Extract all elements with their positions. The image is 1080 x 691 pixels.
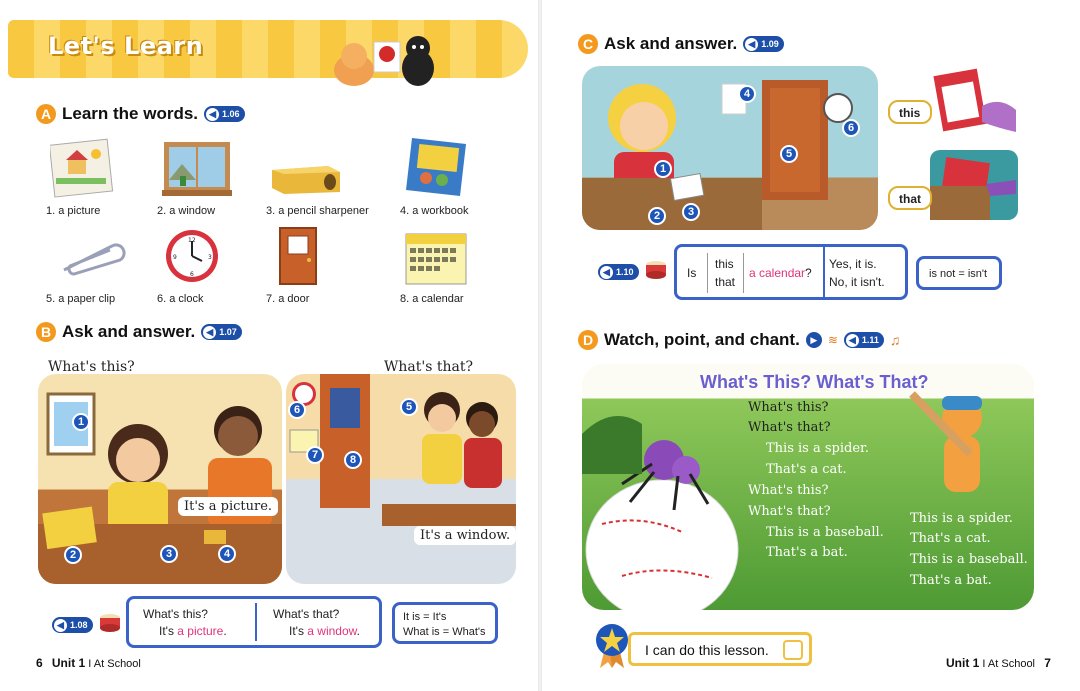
lets-learn-banner <box>8 20 528 78</box>
page-number-right: 7 <box>1044 656 1051 670</box>
scene-number-8: 8 <box>344 451 362 469</box>
section-c-heading <box>578 34 784 54</box>
chant-line-12: That's a bat. <box>910 573 992 588</box>
grammar-a1: It's a picture. <box>159 624 227 638</box>
scene-number-6: 6 <box>288 401 306 419</box>
unit-label-left: Unit 1 <box>51 656 86 670</box>
grammar-box-this-that <box>126 596 382 648</box>
section-a-title: Learn the words. <box>62 104 199 123</box>
audio-track-button[interactable] <box>52 617 93 633</box>
speech-bubble-its-a-picture: It's a picture. <box>178 497 278 516</box>
audio-track-code: 1.06 <box>222 109 240 119</box>
math-book-near-illustration <box>928 66 1018 138</box>
chant-line-3: This is a spider. <box>766 441 869 456</box>
grammar-no: No, it isn't. <box>829 275 885 289</box>
section-a-heading <box>36 104 245 124</box>
picture-illustration <box>50 138 114 198</box>
label-that: that <box>888 186 932 210</box>
contraction-what-is: What is = What's <box>403 626 486 638</box>
word-window: 2. a window <box>157 205 216 217</box>
word-workbook: 4. a workbook <box>400 205 469 217</box>
music-notes-icon: ♫ <box>889 332 901 348</box>
chant-line-5: What's this? <box>748 483 829 498</box>
section-b-heading <box>36 322 242 342</box>
speaker-icon: ◀ <box>600 266 613 279</box>
section-d-heading <box>578 330 900 350</box>
caption-whats-that: What's that? <box>384 359 473 375</box>
contraction-is-not: is not = isn't <box>929 268 988 280</box>
scene-number-4: 4 <box>218 545 236 563</box>
grammar-divider <box>707 253 708 293</box>
audio-track-code: 1.09 <box>761 39 779 49</box>
grammar-yes: Yes, it is. <box>829 257 877 271</box>
can-do-text: I can do this lesson. <box>645 642 769 658</box>
speaker-icon: ◀ <box>846 334 859 347</box>
grammar-this: this <box>715 257 734 271</box>
unit-label-right: Unit 1 <box>946 656 980 670</box>
audio-track-code: 1.11 <box>861 335 879 345</box>
scene-number-1: 1 <box>72 413 90 431</box>
page-number-left: 6 <box>36 656 43 670</box>
right-page <box>542 0 1080 691</box>
footer-left <box>36 656 141 670</box>
drum-icon <box>644 259 668 279</box>
play-video-icon[interactable]: ▶ <box>806 332 822 348</box>
section-c-title: Ask and answer. <box>604 34 738 53</box>
audio-track-button[interactable] <box>201 324 242 340</box>
audio-track-button[interactable] <box>204 106 245 122</box>
speaker-icon: ◀ <box>203 326 216 339</box>
word-picture: 1. a picture <box>46 205 101 217</box>
section-d-letter: D <box>578 330 598 350</box>
drum-icon <box>98 612 122 632</box>
girl-classroom-scene <box>582 66 878 230</box>
scene-number-2: 2 <box>64 546 82 564</box>
scene-c-number-1: 1 <box>654 160 672 178</box>
contraction-note-box <box>392 602 498 644</box>
grammar-box-divider <box>823 247 825 297</box>
chant-line-4: That's a cat. <box>766 462 847 477</box>
can-do-checkbox[interactable] <box>783 640 803 660</box>
section-c-letter: C <box>578 34 598 54</box>
chant-line-10: That's a cat. <box>910 531 991 546</box>
svg-text:12: 12 <box>188 237 196 244</box>
window-illustration <box>162 140 232 198</box>
svg-text:9: 9 <box>173 254 177 261</box>
grammar-calendar: a calendar? <box>749 266 812 280</box>
chant-line-7: This is a baseball. <box>766 525 884 540</box>
chant-line-2: What's that? <box>748 420 831 435</box>
audio-track-button[interactable] <box>598 264 639 280</box>
footer-separator: I <box>982 658 986 670</box>
grammar-divider <box>743 253 744 293</box>
contraction-note-box <box>916 256 1002 290</box>
clock-illustration <box>164 228 220 284</box>
chant-line-11: This is a baseball. <box>910 552 1028 567</box>
section-b-letter: B <box>36 322 56 342</box>
cats-apple-illustration <box>326 20 446 100</box>
word-paper-clip: 5. a paper clip <box>46 293 116 305</box>
speaker-icon: ◀ <box>54 619 67 632</box>
paper-clip-illustration <box>56 240 128 280</box>
caption-whats-this: What's this? <box>48 359 135 375</box>
audio-track-code: 1.08 <box>70 620 88 630</box>
grammar-box-divider <box>255 603 257 641</box>
chant-title: What's This? What's That? <box>700 372 929 392</box>
scene-number-7: 7 <box>306 446 324 464</box>
scene-number-5: 5 <box>400 398 418 416</box>
label-this: this <box>888 100 932 124</box>
audio-track-code: 1.07 <box>219 327 237 337</box>
audio-track-button[interactable] <box>844 332 884 348</box>
chant-line-8: That's a bat. <box>766 545 848 560</box>
scene-c-number-5: 5 <box>780 145 798 163</box>
svg-text:6: 6 <box>190 271 194 278</box>
star-badge-icon <box>594 622 630 670</box>
workbook-illustration <box>404 136 468 198</box>
grammar-q2: What's that? <box>273 607 340 621</box>
section-a-letter: A <box>36 104 56 124</box>
section-b-title: Ask and answer. <box>62 322 196 341</box>
sparkle-icon: ≋ <box>827 333 838 347</box>
word-calendar: 8. a calendar <box>400 293 464 305</box>
scene-c-number-4: 4 <box>738 85 756 103</box>
grammar-a2: It's a window. <box>289 624 361 638</box>
scene-c-number-6: 6 <box>842 119 860 137</box>
left-page <box>0 0 538 691</box>
footer-separator: I <box>88 658 92 670</box>
banner-title: Let's Learn <box>48 32 204 60</box>
svg-text:3: 3 <box>208 254 212 261</box>
speech-bubble-its-a-window: It's a window. <box>414 526 516 545</box>
word-clock: 6. a clock <box>157 293 204 305</box>
unit-topic-right: At School <box>987 658 1036 670</box>
grammar-that: that <box>715 275 736 289</box>
scene-c-number-3: 3 <box>682 203 700 221</box>
section-d-title: Watch, point, and chant. <box>604 330 800 349</box>
grammar-q1: What's this? <box>143 607 208 621</box>
girl-door-clock-illustration <box>582 66 878 230</box>
calendar-illustration <box>404 230 468 286</box>
grammar-is: Is <box>687 266 697 280</box>
pencil-sharpener-illustration <box>270 158 342 196</box>
chant-line-6: What's that? <box>748 504 831 519</box>
speaker-icon: ◀ <box>206 108 219 121</box>
grammar-box-is-this <box>674 244 908 300</box>
unit-topic-left: At School <box>93 658 141 670</box>
word-pencil-sharpener: 3. a pencil sharpener <box>266 205 369 217</box>
door-illustration <box>278 226 318 286</box>
scene-number-3: 3 <box>160 545 178 563</box>
can-do-box <box>628 632 812 666</box>
chant-line-9: This is a spider. <box>910 511 1013 526</box>
footer-right <box>946 656 1051 670</box>
contraction-it-is: It is = It's <box>403 611 447 623</box>
scene-c-number-2: 2 <box>648 207 666 225</box>
chant-line-1: What's this? <box>748 400 829 415</box>
math-book-far-illustration <box>930 150 1018 220</box>
audio-track-code: 1.10 <box>616 267 634 277</box>
audio-track-button[interactable] <box>743 36 784 52</box>
word-door: 7. a door <box>266 293 310 305</box>
speaker-icon: ◀ <box>745 38 758 51</box>
